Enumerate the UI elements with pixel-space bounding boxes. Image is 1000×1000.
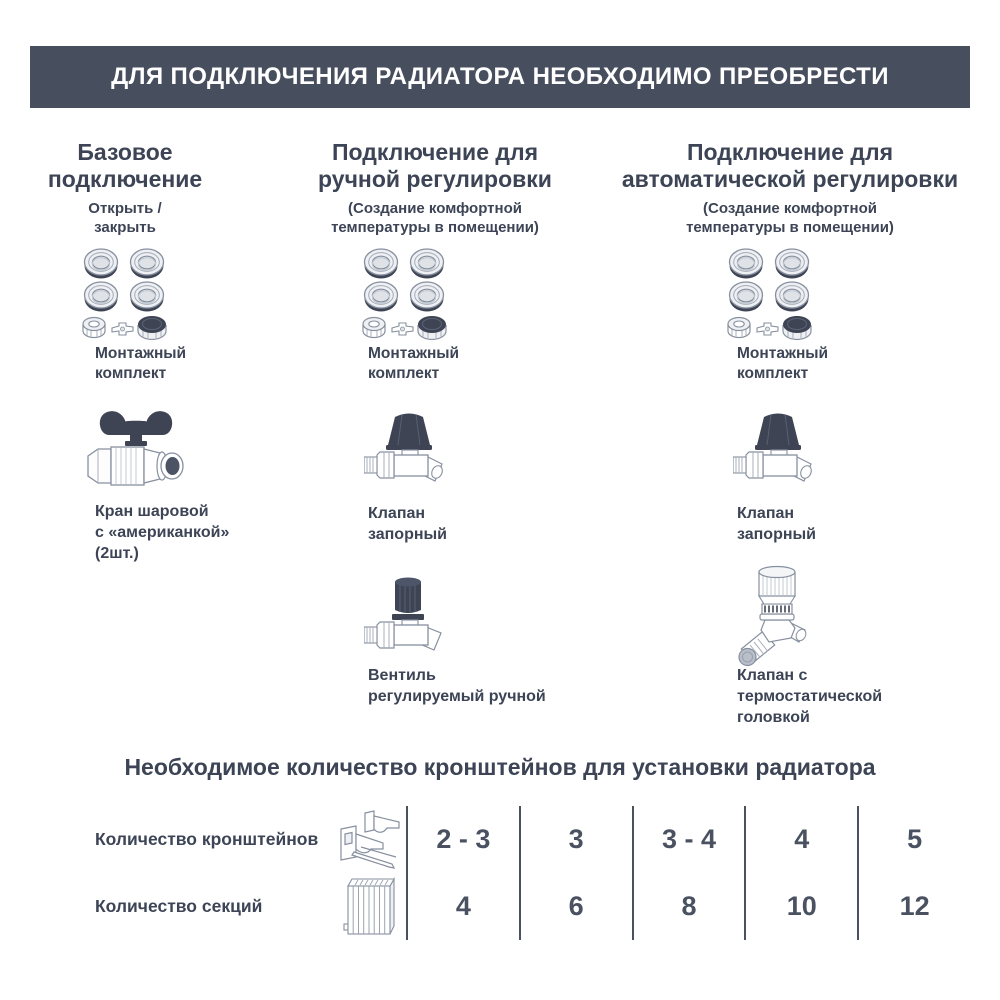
radiator-icon [340, 874, 398, 940]
column-title: Подключение для ручной регулировки [318, 139, 552, 192]
mounting-kit-icon [726, 246, 814, 342]
value-cell: 3 [519, 806, 632, 873]
header-banner [30, 46, 970, 108]
value-cell: 12 [857, 873, 970, 940]
value-cell: 10 [744, 873, 857, 940]
radiator-icon-cell [332, 873, 406, 940]
row-label-brackets: Количество кронштейнов [95, 829, 319, 849]
mounting-kit-label: Монтажный комплект [737, 345, 829, 382]
column-subtitle: (Создание комфортной температуры в помещении) [686, 200, 894, 236]
column-title: Подключение для автоматической регулировки [621, 139, 959, 192]
mounting-kit-label: Монтажный комплект [368, 345, 460, 382]
thermostatic-valve-icon [733, 562, 813, 670]
manual-valve-label: Вентиль регулируемый ручной [368, 667, 546, 705]
bracket-icon [334, 809, 404, 871]
shutoff-valve-label: Клапан запорный [737, 505, 817, 543]
value-cell: 2 - 3 [406, 806, 519, 873]
column-subtitle: (Создание комфортной температуры в помещении) [331, 200, 539, 236]
brackets-section-title: Необходимое количество кронштейнов для установки радиатора [124, 754, 876, 780]
ball-valve-icon [86, 404, 186, 498]
mounting-kit-label: Монтажный комплект [95, 345, 187, 382]
mounting-kit-icon [81, 246, 169, 342]
value-cell: 4 [406, 873, 519, 940]
mounting-kit-icon [361, 246, 449, 342]
column-subtitle: Открыть / закрыть [88, 200, 162, 236]
ball-valve-label: Кран шаровой с «американкой» (2шт.) [95, 503, 230, 562]
header-title: ДЛЯ ПОДКЛЮЧЕНИЯ РАДИАТОРА НЕОБХОДИМО ПРЕОБРЕСТИ [111, 63, 889, 90]
row-label-sections: Количество секций [95, 896, 263, 916]
column-title: Базовое подключение [47, 139, 203, 192]
value-cell: 8 [632, 873, 745, 940]
value-cell: 4 [744, 806, 857, 873]
brackets-table [60, 806, 970, 940]
shutoff-valve-icon [733, 408, 821, 492]
value-cell: 5 [857, 806, 970, 873]
value-cell: 3 - 4 [632, 806, 745, 873]
thermostatic-valve-label: Клапан с термостатической головкой [737, 667, 883, 726]
shutoff-valve-icon [364, 408, 452, 492]
bracket-icon-cell [332, 806, 406, 873]
shutoff-valve-label: Клапан запорный [368, 505, 448, 543]
manual-valve-icon [364, 570, 448, 660]
value-cell: 6 [519, 873, 632, 940]
